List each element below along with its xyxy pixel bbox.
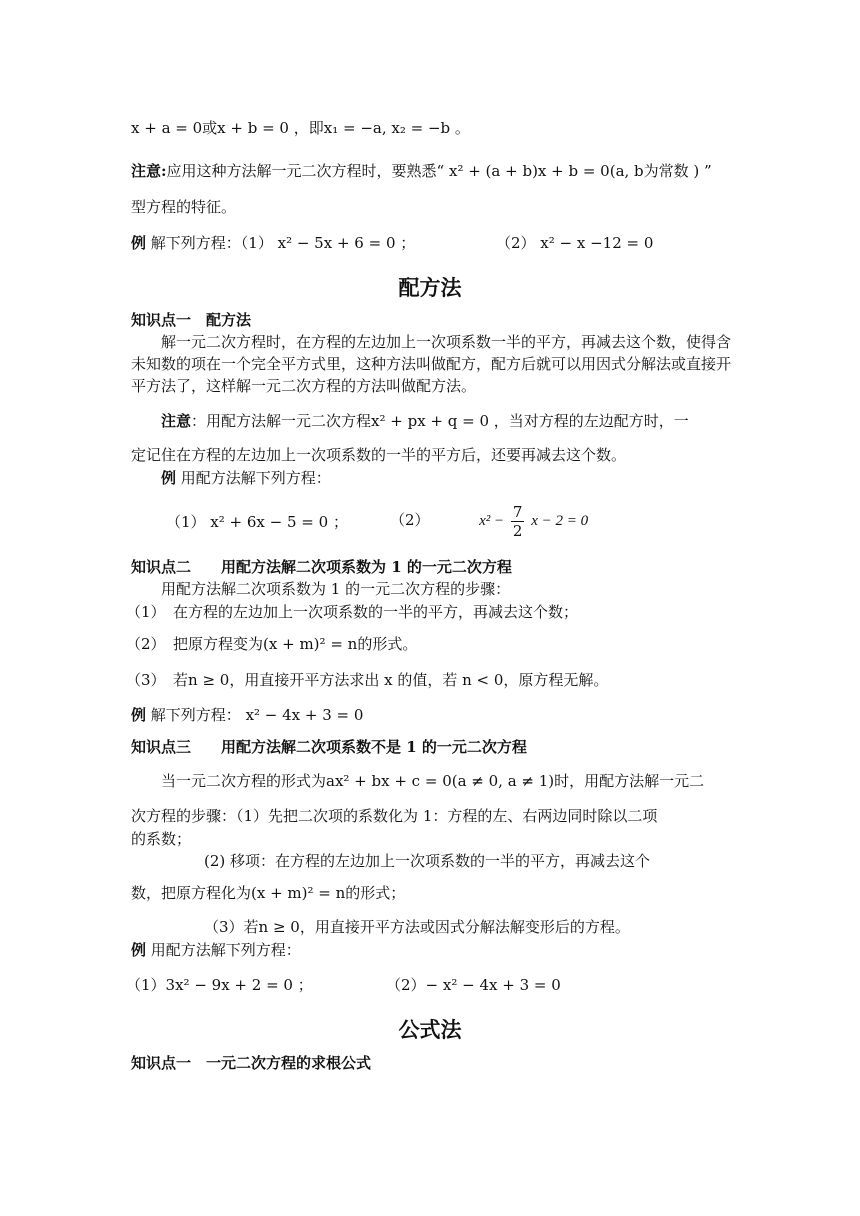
kp2-step3: （3） 若n ≥ 0，用直接开平方法求出 x 的值，若 n < 0，原方程无解。 xyxy=(126,671,609,689)
kp3-p1-line3: 的系数； xyxy=(131,830,192,848)
kp1-note-line xyxy=(161,410,689,432)
kp3-title: 知识点三 用配方法解二次项系数不是 1 的一元二次方程 xyxy=(131,738,527,756)
kp1-example-line xyxy=(161,467,331,489)
note-line xyxy=(131,160,712,182)
kp1-eq2-part-b: x − 2 = 0 xyxy=(531,513,589,529)
factoring-result-line: x + a = 0或x + b = 0 ，即x₁ = −a, x₂ = −b 。 xyxy=(131,119,470,137)
kp3-example-text: 用配方法解下列方程： xyxy=(150,941,301,959)
section-title-gongshi: 公式法 xyxy=(398,1018,462,1042)
note-text: 应用这种方法解一元二次方程时，要熟悉“ x² + (a + b)x + b = 0(a, b为常数 ) ” xyxy=(166,162,712,180)
kp1-eq1: （1） x² + 6x − 5 = 0 ； xyxy=(166,513,348,531)
kp3-example-label: 例 xyxy=(131,941,147,959)
kp1-note-text: ：用配方法解一元二次方程x² + px + q = 0 ，当对方程的左边配方时，一 xyxy=(191,412,689,430)
kp2-title: 知识点二 用配方法解二次项系数为 1 的一元二次方程 xyxy=(131,558,512,576)
kp2-step1: （1） 在方程的左边加上一次项系数的一半的平方，再减去这个数； xyxy=(126,603,579,621)
fraction-numerator: 7 xyxy=(512,502,523,521)
section-title-peifang: 配方法 xyxy=(398,276,462,300)
example-line xyxy=(131,232,415,254)
kp1-title: 知识点一 配方法 xyxy=(131,311,252,329)
kp2-step2: （2） 把原方程变为(x + m)² = n的形式。 xyxy=(126,635,418,653)
gongshi-kp1-title: 知识点一 一元二次方程的求根公式 xyxy=(131,1054,372,1072)
kp2-example-label: 例 xyxy=(131,706,147,724)
kp1-note-line2: 定记住在方程的左边加上一次项系数的一半的平方后，还要再减去这个数。 xyxy=(131,446,627,464)
example-label: 例 xyxy=(131,234,147,252)
kp3-example-line xyxy=(131,939,301,961)
kp3-p2-line1: (2) 移项：在方程的左边加上一次项系数的一半的平方，再减去这个 xyxy=(204,852,651,870)
example-eq2: （2） x² − x −12 = 0 xyxy=(496,234,654,252)
kp2-intro: 用配方法解二次项系数为 1 的一元二次方程的步骤： xyxy=(161,580,511,598)
kp1-example-text: 用配方法解下列方程： xyxy=(180,469,331,487)
note-label: 注意: xyxy=(131,162,167,180)
fraction-denominator: 2 xyxy=(512,521,523,540)
kp3-p1-line2: 次方程的步骤：（1）先把二次项的系数化为 1：方程的左、右两边同时除以二项 xyxy=(131,807,658,825)
kp2-example-text: 解下列方程： x² − 4x + 3 = 0 xyxy=(150,706,364,724)
fraction-seven-halves xyxy=(511,503,525,540)
kp3-p1-line1: 当一元二次方程的形式为ax² + bx + c = 0(a ≠ 0, a ≠ 1)时，用配方法解一元二 xyxy=(161,772,705,790)
kp1-eq2-prefix: （2） xyxy=(390,511,430,529)
kp1-example-label: 例 xyxy=(161,469,177,487)
kp1-eq2 xyxy=(390,500,588,541)
kp1-note-label: 注意 xyxy=(161,412,192,430)
kp3-eq1: （1）3x² − 9x + 2 = 0 ； xyxy=(126,976,313,994)
kp3-p2-line2: 数，把原方程化为(x + m)² = n的形式； xyxy=(131,884,406,902)
kp3-eq2: （2）− x² − 4x + 3 = 0 xyxy=(386,976,561,994)
example-text: 解下列方程：（1） x² − 5x + 6 = 0 ； xyxy=(150,234,416,252)
note-line-cont: 型方程的特征。 xyxy=(131,198,237,216)
kp1-paragraph: 解一元二次方程时，在方程的左边加上一次项系数一半的平方，再减去这个数，使得含未知数的项在一个完全平方式里，这种方法叫做配方，配方后就可以用因式分解法或直接开平方法了，这样解一元二次方程的方法叫做配方法。 xyxy=(131,333,732,395)
kp2-example-line xyxy=(131,704,363,726)
kp3-p3: （3）若n ≥ 0，用直接开平方法或因式分解法解变形后的方程。 xyxy=(204,918,630,936)
kp1-eq2-part-a: x² − xyxy=(479,513,505,529)
